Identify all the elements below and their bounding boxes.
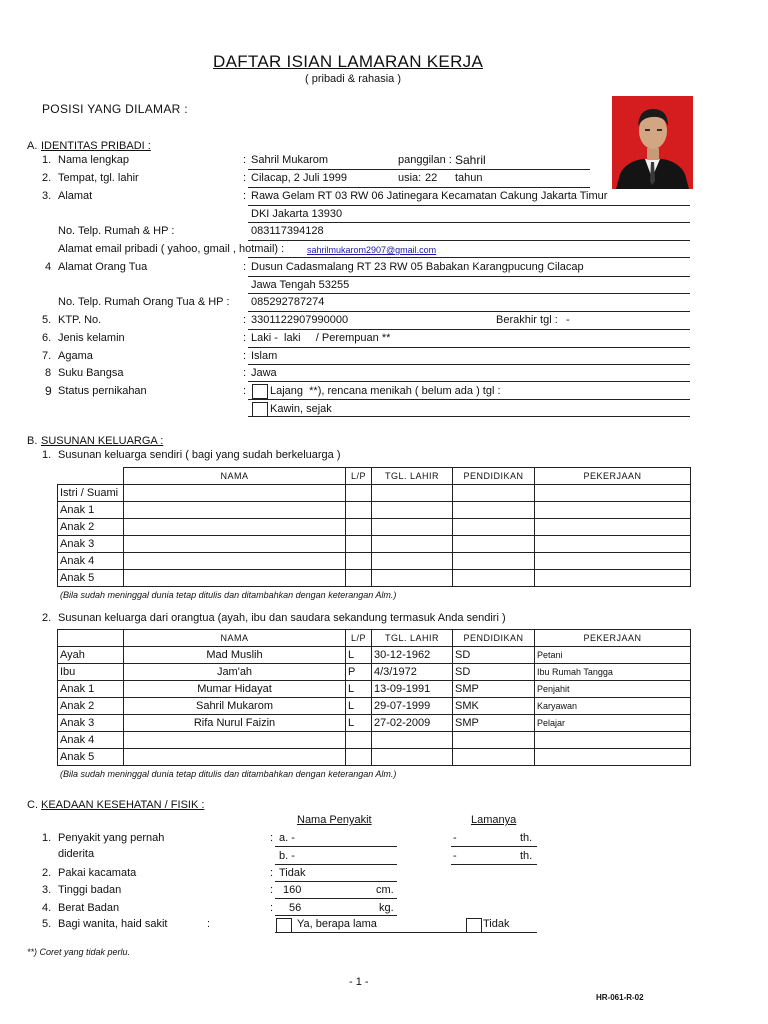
gender-cell: L	[346, 715, 372, 732]
header-nama: NAMA	[124, 630, 346, 647]
person-photo-icon	[612, 96, 693, 189]
birthdate-cell: 4/3/1972	[372, 664, 453, 681]
gender-cell	[346, 749, 372, 766]
berat-num: 4.	[42, 902, 52, 914]
relation-cell: Anak 4	[58, 732, 124, 749]
occupation-cell: Ibu Rumah Tangga	[535, 664, 691, 681]
name-cell	[124, 732, 346, 749]
susunan-1-num: 1.	[42, 449, 52, 461]
haid-underline	[275, 932, 537, 933]
tinggi-label: Tinggi badan	[58, 884, 122, 896]
berakhir-label: Berakhir tgl :	[496, 314, 558, 326]
birthdate-cell	[372, 536, 453, 553]
penyakit-num: 1.	[42, 832, 52, 844]
haid-ya-checkbox[interactable]	[276, 918, 292, 933]
education-cell	[453, 570, 535, 587]
ktp-label: KTP. No.	[58, 314, 102, 326]
email-underline	[248, 257, 690, 258]
table-header-row	[58, 468, 691, 485]
penyakit-a-underline	[275, 846, 397, 847]
table-row	[58, 664, 691, 681]
lamanya-a: -	[453, 832, 457, 844]
telp-underline	[248, 240, 690, 241]
name-cell	[124, 749, 346, 766]
telp-value: 083117394128	[251, 225, 324, 237]
table-row	[58, 536, 691, 553]
telp-label: No. Telp. Rumah & HP :	[58, 225, 175, 237]
jk-colon: :	[243, 332, 247, 344]
birthdate-cell	[372, 749, 453, 766]
ortu-label: Alamat Orang Tua	[58, 261, 148, 273]
status-num: 9	[45, 384, 52, 398]
suku-colon: :	[243, 367, 247, 379]
telp-ortu-label: No. Telp. Rumah Orang Tua & HP :	[58, 296, 230, 308]
relation-cell: Anak 1	[58, 502, 124, 519]
education-cell	[453, 519, 535, 536]
header-rel-cell	[58, 630, 124, 647]
ktp-num: 5.	[42, 314, 52, 326]
ktp-underline	[248, 329, 690, 330]
relation-cell: Anak 2	[58, 698, 124, 715]
birthdate-cell	[372, 485, 453, 502]
agama-underline	[248, 364, 690, 365]
name-cell: Sahril Mukarom	[124, 698, 346, 715]
name-cell	[124, 502, 346, 519]
ortu-value-1: Dusun Cadasmalang RT 23 RW 05 Babakan Karangpucung Cilacap	[251, 261, 584, 273]
occupation-cell: Penjahit	[535, 681, 691, 698]
relation-cell: Anak 2	[58, 519, 124, 536]
relation-cell: Anak 4	[58, 553, 124, 570]
header-pendidikan: PENDIDIKAN	[453, 630, 535, 647]
gender-cell: L	[346, 681, 372, 698]
form-code: HR-061-R-02	[596, 993, 644, 1002]
table-row	[58, 732, 691, 749]
ttl-value: Cilacap, 2 Juli 1999	[251, 172, 348, 184]
ttl-colon: :	[243, 172, 247, 184]
berat-value: 56	[289, 902, 302, 914]
relation-cell: Anak 5	[58, 749, 124, 766]
penyakit-label-2: diderita	[58, 848, 95, 860]
name-cell: Rifa Nurul Faizin	[124, 715, 346, 732]
agama-colon: :	[243, 350, 247, 362]
occupation-cell	[535, 536, 691, 553]
status-underline-1	[248, 399, 690, 400]
haid-colon: :	[207, 918, 211, 930]
usia-label: usia:	[398, 172, 422, 184]
usia-value: 22	[425, 172, 438, 184]
nama-colon: :	[243, 154, 247, 166]
relation-cell: Ibu	[58, 664, 124, 681]
birthdate-cell: 13-09-1991	[372, 681, 453, 698]
haid-ya-label: Ya, berapa lama	[297, 918, 377, 930]
penyakit-a: a. -	[279, 832, 295, 844]
birthdate-cell: 29-07-1999	[372, 698, 453, 715]
page-title: DAFTAR ISIAN LAMARAN KERJA	[213, 52, 484, 71]
name-cell	[124, 519, 346, 536]
ortu-underline-2	[248, 293, 690, 294]
nama-label: Nama lengkap	[58, 154, 129, 166]
gender-cell	[346, 536, 372, 553]
jk-underline	[248, 347, 690, 348]
section-b-prefix: B.	[27, 435, 38, 447]
jk-label: Jenis kelamin	[58, 332, 125, 344]
tinggi-colon: :	[270, 884, 274, 896]
page-number: - 1 -	[349, 976, 369, 988]
relation-cell: Anak 1	[58, 681, 124, 698]
relation-cell: Anak 5	[58, 570, 124, 587]
berat-unit: kg.	[379, 902, 394, 914]
ortu-underline-1	[248, 276, 690, 277]
header-pekerjaan: PEKERJAAN	[535, 630, 691, 647]
email-link[interactable]: sahrilmukarom2907@gmail.com	[307, 245, 437, 255]
berat-underline	[275, 915, 397, 916]
name-cell: Jam'ah	[124, 664, 346, 681]
occupation-cell	[535, 502, 691, 519]
haid-num: 5.	[42, 918, 52, 930]
gender-cell	[346, 485, 372, 502]
susunan-2-label: Susunan keluarga dari orangtua (ayah, ibu dan saudara sekandung termasuk Anda sendiri )	[58, 612, 506, 624]
education-cell: SMK	[453, 698, 535, 715]
tahun-label: tahun	[455, 172, 483, 184]
section-a-prefix: A.	[27, 140, 38, 152]
header-rel-cell	[58, 468, 124, 485]
education-cell	[453, 732, 535, 749]
lajang-checkbox[interactable]	[252, 384, 268, 399]
panggilan-value: Sahril	[455, 153, 486, 167]
status-option-lajang: Lajang **), rencana menikah ( belum ada ) tgl :	[270, 385, 501, 397]
table-row	[58, 715, 691, 732]
section-c-heading: KEADAAN KESEHATAN / FISIK :	[41, 799, 205, 811]
jk-value: Laki - laki / Perempuan **	[251, 332, 391, 344]
relation-cell: Anak 3	[58, 536, 124, 553]
table-row	[58, 647, 691, 664]
education-cell: SMP	[453, 715, 535, 732]
susunan-2-num: 2.	[42, 612, 52, 624]
nama-num: 1.	[42, 154, 52, 166]
lamanya-a-unit: th.	[520, 832, 533, 844]
haid-tidak-label: Tidak	[483, 918, 510, 930]
header-lp: L/P	[346, 630, 372, 647]
haid-tidak-checkbox[interactable]	[466, 918, 482, 933]
ortu-value-2: Jawa Tengah 53255	[251, 279, 350, 291]
birthdate-cell	[372, 553, 453, 570]
education-cell: SMP	[453, 681, 535, 698]
occupation-cell	[535, 749, 691, 766]
education-cell	[453, 502, 535, 519]
gender-cell	[346, 732, 372, 749]
gender-cell	[346, 519, 372, 536]
section-a-heading: IDENTITAS PRIBADI :	[41, 140, 151, 152]
tinggi-value: 160	[283, 884, 302, 896]
name-cell	[124, 536, 346, 553]
relation-cell: Ayah	[58, 647, 124, 664]
kawin-checkbox[interactable]	[252, 402, 268, 417]
panggilan-label: panggilan :	[398, 154, 452, 166]
penyakit-colon: :	[270, 832, 274, 844]
name-cell	[124, 553, 346, 570]
status-underline-2	[248, 416, 690, 417]
tinggi-unit: cm.	[376, 884, 394, 896]
header-tgl: TGL. LAHIR	[372, 630, 453, 647]
birthdate-cell	[372, 502, 453, 519]
lamanya-b-underline	[451, 864, 537, 865]
header-pekerjaan: PEKERJAAN	[535, 468, 691, 485]
haid-label: Bagi wanita, haid sakit	[58, 918, 168, 930]
family-table-own	[57, 467, 691, 587]
gender-cell: P	[346, 664, 372, 681]
gender-cell: L	[346, 698, 372, 715]
education-cell: SD	[453, 647, 535, 664]
alamat-value-1: Rawa Gelam RT 03 RW 06 Jatinegara Kecamatan Cakung Jakarta Timur	[251, 190, 608, 202]
applicant-photo	[612, 96, 693, 189]
birthdate-cell	[372, 570, 453, 587]
ttl-num: 2.	[42, 172, 52, 184]
table-row	[58, 502, 691, 519]
education-cell: SD	[453, 664, 535, 681]
suku-num: 8	[45, 367, 52, 379]
kacamata-label: Pakai kacamata	[58, 867, 137, 879]
ktp-value: 3301122907990000	[251, 314, 349, 326]
suku-underline	[248, 381, 690, 382]
table-row	[58, 519, 691, 536]
section-c-prefix: C.	[27, 799, 38, 811]
relation-cell: Anak 3	[58, 715, 124, 732]
kacamata-underline	[275, 881, 397, 882]
table-row	[58, 681, 691, 698]
penyakit-label: Penyakit yang pernah	[58, 832, 165, 844]
section-b-heading: SUSUNAN KELUARGA :	[41, 435, 164, 447]
status-label: Status pernikahan	[58, 385, 147, 397]
occupation-cell: Karyawan	[535, 698, 691, 715]
occupation-cell	[535, 553, 691, 570]
lamanya-a-underline	[451, 846, 537, 847]
lamanya-b: -	[453, 850, 457, 862]
jk-num: 6.	[42, 332, 52, 344]
kacamata-colon: :	[270, 867, 274, 879]
birthdate-cell: 30-12-1962	[372, 647, 453, 664]
telp-ortu-underline	[248, 311, 690, 312]
kacamata-num: 2.	[42, 867, 52, 879]
ttl-underline	[248, 187, 590, 188]
page-subtitle: ( pribadi & rahasia )	[305, 73, 401, 85]
tinggi-underline	[275, 898, 397, 899]
kacamata-value: Tidak	[279, 867, 306, 879]
nama-value: Sahril Mukarom	[251, 154, 329, 166]
table-row	[58, 485, 691, 502]
berakhir-value: -	[566, 314, 570, 326]
name-cell: Mumar Hidayat	[124, 681, 346, 698]
email-label: Alamat email pribadi ( yahoo, gmail , hotmail) :	[58, 243, 285, 255]
alamat-underline-2	[248, 222, 690, 223]
family-table-parents	[57, 629, 691, 766]
occupation-cell	[535, 732, 691, 749]
education-cell	[453, 536, 535, 553]
agama-label: Agama	[58, 350, 93, 362]
lamanya-b-unit: th.	[520, 850, 533, 862]
birthdate-cell	[372, 519, 453, 536]
alamat-value-2: DKI Jakarta 13930	[251, 208, 343, 220]
gender-cell: L	[346, 647, 372, 664]
table-row	[58, 553, 691, 570]
header-pendidikan: PENDIDIKAN	[453, 468, 535, 485]
berat-label: Berat Badan	[58, 902, 120, 914]
col-nama-penyakit: Nama Penyakit	[297, 814, 372, 826]
alamat-label: Alamat	[58, 190, 93, 202]
header-tgl: TGL. LAHIR	[372, 468, 453, 485]
penyakit-b: b. -	[279, 850, 295, 862]
occupation-cell	[535, 485, 691, 502]
note-2: (Bila sudah meninggal dunia tetap ditulis dan ditambahkan dengan keterangan Alm.)	[60, 769, 397, 779]
alamat-underline-1	[248, 205, 690, 206]
berat-colon: :	[270, 902, 274, 914]
suku-label: Suku Bangsa	[58, 367, 124, 379]
gender-cell	[346, 553, 372, 570]
birthdate-cell: 27-02-2009	[372, 715, 453, 732]
penyakit-b-underline	[275, 864, 397, 865]
name-cell	[124, 485, 346, 502]
table-row	[58, 570, 691, 587]
agama-num: 7.	[42, 350, 52, 362]
education-cell	[453, 749, 535, 766]
header-lp: L/P	[346, 468, 372, 485]
occupation-cell: Pelajar	[535, 715, 691, 732]
nama-underline	[248, 169, 590, 170]
table-row	[58, 749, 691, 766]
education-cell	[453, 485, 535, 502]
gender-cell	[346, 502, 372, 519]
relation-cell: Istri / Suami	[58, 485, 124, 502]
name-cell: Mad Muslih	[124, 647, 346, 664]
birthdate-cell	[372, 732, 453, 749]
name-cell	[124, 570, 346, 587]
footnote: **) Coret yang tidak perlu.	[27, 947, 131, 957]
ktp-colon: :	[243, 314, 247, 326]
alamat-num: 3.	[42, 190, 52, 202]
alamat-colon: :	[243, 190, 247, 202]
education-cell	[453, 553, 535, 570]
gender-cell	[346, 570, 372, 587]
telp-ortu-value: 085292787274	[251, 296, 325, 308]
status-option-kawin: Kawin, sejak	[270, 403, 332, 415]
status-colon: :	[243, 385, 247, 397]
header-nama: NAMA	[124, 468, 346, 485]
occupation-cell	[535, 570, 691, 587]
suku-value: Jawa	[251, 367, 277, 379]
agama-value: Islam	[251, 350, 278, 362]
tinggi-num: 3.	[42, 884, 52, 896]
ortu-colon: :	[243, 261, 247, 273]
note-1: (Bila sudah meninggal dunia tetap ditulis dan ditambahkan dengan keterangan Alm.)	[60, 590, 397, 600]
ortu-num: 4	[45, 261, 52, 273]
posisi-label: POSISI YANG DILAMAR :	[42, 102, 188, 116]
col-lamanya: Lamanya	[471, 814, 517, 826]
ttl-label: Tempat, tgl. lahir	[58, 172, 139, 184]
susunan-1-label: Susunan keluarga sendiri ( bagi yang sudah berkeluarga )	[58, 449, 341, 461]
occupation-cell	[535, 519, 691, 536]
occupation-cell: Petani	[535, 647, 691, 664]
table-header-row	[58, 630, 691, 647]
table-row	[58, 698, 691, 715]
